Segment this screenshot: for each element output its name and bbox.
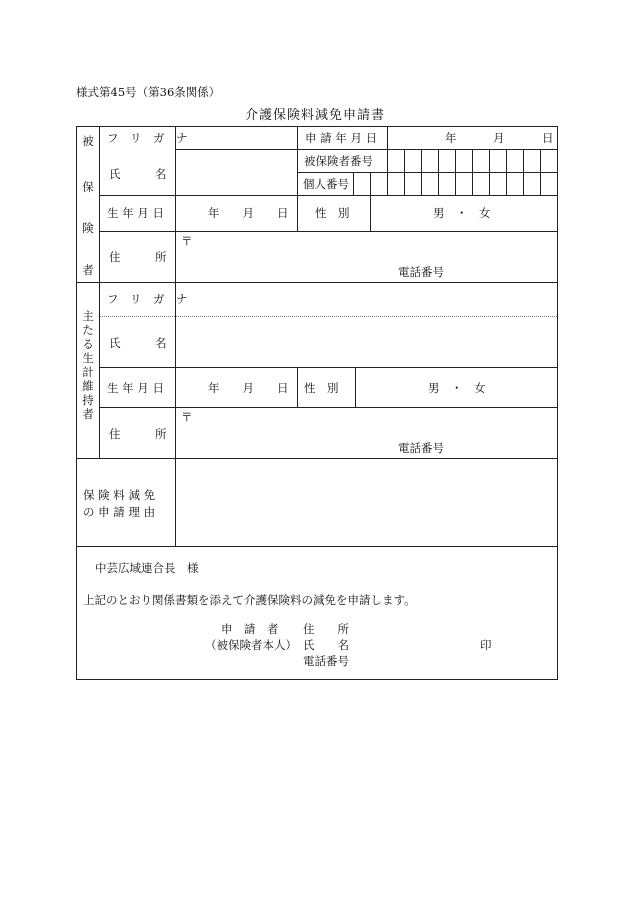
reason-label-line2: の 申 請 理 由 (83, 505, 156, 519)
line-v-pno-split (353, 172, 354, 195)
apply-date-month: 月 (493, 131, 505, 145)
line-v-digit (438, 149, 439, 195)
applicant-name-label: 氏 名 (303, 638, 349, 652)
line-v-digit (455, 149, 456, 195)
statement: 上記のとおり関係書類を添えて介護保険料の減免を申請します。 (83, 593, 416, 607)
form-id: 様式第45号（第36条関係） (76, 85, 221, 99)
line-h-name (99, 195, 557, 196)
householder-postal-mark: 〒 (181, 410, 193, 424)
line-v-digit (421, 149, 422, 195)
seal-label: 印 (480, 638, 492, 652)
application-form: 被 保 険 者 フ リ ガ ナ 申 請 年 月 日 年 月 日 被保険者番号 氏 名 個人番号 生 年 月 日 年 月 日 性 別 男 ・ 女 〒 住 所 電話番号 主 た る 生 計 維 持 者 フ リ ガ ナ 氏 名 生 年 月 日 年 月 日 性 別 男 ・ 女 〒 住 所 電話番号 保 険 料 減 免 の 申 請 理 由 中芸広域連合長 様 上記のとおり関係書類を添えて介護保険料の減免を申請します。 申 請 者 （被保険者本人） 住 所 氏 名 電話番号 印 (76, 126, 558, 680)
line-h-hh-name (99, 367, 557, 368)
line-v-hh-sex-split (355, 367, 356, 407)
line-dotted-furigana (99, 316, 557, 317)
line-h-insno (297, 172, 557, 173)
householder-birth-value: 年 月 日 (208, 381, 289, 395)
insured-sex-value: 男 ・ 女 (433, 206, 491, 220)
line-h-section3 (77, 546, 557, 547)
insured-postal-mark: 〒 (181, 234, 193, 248)
householder-name-label: 氏 名 (109, 336, 167, 350)
insured-number-label: 被保険者番号 (304, 154, 373, 168)
insured-furigana-label: フ リ ガ ナ (107, 131, 188, 145)
line-v-digit (506, 149, 507, 195)
line-v-digit (540, 149, 541, 195)
householder-sex-value: 男 ・ 女 (428, 381, 486, 395)
applicant-phone-label: 電話番号 (303, 654, 349, 668)
line-h-birth (99, 231, 557, 232)
line-v-digit (472, 149, 473, 195)
householder-section-label: 主 た る 生 計 維 持 者 (82, 309, 94, 421)
addressee: 中芸広域連合長 様 (95, 561, 199, 575)
line-h-section1 (77, 282, 557, 283)
householder-furigana-label: フ リ ガ ナ (107, 292, 188, 306)
householder-birth-label: 生 年 月 日 (107, 381, 164, 395)
apply-date-year: 年 (445, 131, 457, 145)
applicant-note: （被保険者本人） (205, 638, 297, 652)
line-v-birth-split (297, 195, 298, 231)
householder-address-label: 住 所 (109, 427, 167, 441)
insured-sex-label: 性 別 (315, 206, 350, 220)
line-v-digit (523, 149, 524, 195)
apply-date-day: 日 (542, 131, 554, 145)
insured-name-label: 氏 名 (109, 167, 167, 181)
line-v-date-split (387, 127, 388, 149)
apply-date-label: 申 請 年 月 日 (305, 131, 378, 145)
applicant-label: 申 請 者 (221, 622, 279, 636)
insured-birth-value: 年 月 日 (208, 206, 289, 220)
line-v-digit (370, 172, 371, 195)
line-v-digit (489, 149, 490, 195)
line-v-digit (387, 172, 388, 195)
applicant-address-label: 住 所 (303, 622, 349, 636)
line-h-furigana (175, 149, 557, 150)
line-v-insno-split (387, 149, 388, 172)
line-v-digit (404, 149, 405, 195)
document-title: 介護保険料減免申請書 (244, 108, 385, 123)
insured-phone-label: 電話番号 (398, 265, 444, 279)
householder-phone-label: 電話番号 (398, 441, 444, 455)
insured-address-label: 住 所 (109, 250, 167, 264)
personal-number-label: 個人番号 (303, 177, 349, 191)
line-v-section-col (99, 127, 100, 458)
line-v-label-col (175, 127, 176, 546)
line-h-hh-birth (99, 407, 557, 408)
insured-birth-label: 生 年 月 日 (107, 206, 164, 220)
line-v-sex-split (370, 195, 371, 231)
reason-label-line1: 保 険 料 減 免 (83, 488, 156, 502)
householder-sex-label: 性 別 (304, 381, 339, 395)
line-h-section2 (77, 458, 557, 459)
line-v-hh-birth-split (297, 367, 298, 407)
